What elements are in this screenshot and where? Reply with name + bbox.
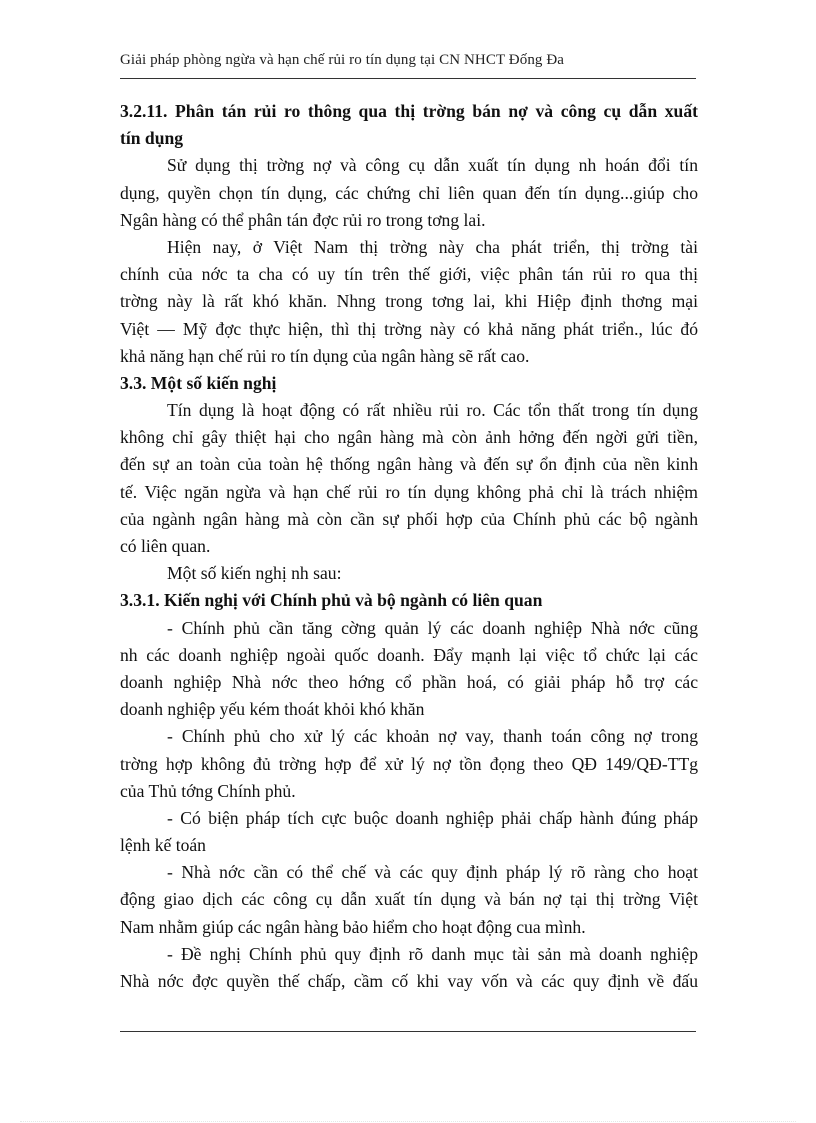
section-heading-line: tín dụng (120, 128, 184, 149)
paragraph-line: khả năng hạn chế rủi ro tín dụng của ngân hàng sẽ rất cao. (120, 345, 530, 366)
paragraph-line: doanh nghiệp Nhà nớc theo hớng cổ phần hoá, có giải pháp hỗ trợ các (120, 671, 698, 692)
section-heading-line: 3.3.1. Kiến nghị với Chính phủ và bộ ngành có liên quan (120, 590, 543, 611)
paragraph-line: - Có biện pháp tích cực buộc doanh nghiệp phải chấp hành đúng pháp (167, 807, 698, 828)
paragraph-line: đến sự an toàn của toàn hệ thống ngân hàng và đến sự ổn định của nền kinh (120, 454, 698, 475)
paragraph-line: - Nhà nớc cần có thể chế và các quy định pháp lý rõ ràng cho hoạt (167, 862, 698, 883)
paragraph-line: Nam nhằm giúp các ngân hàng bảo hiểm cho hoạt động cua mình. (120, 916, 586, 937)
paragraph-line: - Chính phủ cho xử lý các khoản nợ vay, thanh toán công nợ trong (167, 726, 698, 747)
paragraph-line: lệnh kế toán (120, 835, 206, 856)
paragraph-line: của ngành ngân hàng mà còn cần sự phối hợp của Chính phủ các bộ ngành (120, 508, 698, 529)
paragraph-line: - Chính phủ cần tăng cờng quản lý các doanh nghiệp Nhà nớc cũng (167, 617, 698, 638)
paragraph-line: động giao dịch các công cụ dẫn xuất tín dụng và bán nợ tại thị trờng Việt (120, 889, 698, 910)
running-header: Giải pháp phòng ngừa và hạn chế rủi ro tín dụng tại CN NHCT Đống Đa (120, 52, 565, 68)
paragraph-line: dụng, quyền chọn tín dụng, các chứng chỉ liên quan đến tín dụng...giúp cho (120, 182, 698, 203)
footer-rule (120, 1031, 696, 1032)
paragraph-line: Một số kiến nghị nh sau: (167, 563, 342, 584)
paragraph-line: của Thủ tớng Chính phủ. (120, 780, 296, 801)
document-body (120, 98, 698, 995)
paragraph-line: Nhà nớc đợc quyền thế chấp, cầm cố khi vay vốn và các quy định về đấu (120, 971, 698, 991)
paragraph-line: - Đề nghị Chính phủ quy định rõ danh mục tài sản mà doanh nghiệp (167, 943, 698, 964)
paragraph-line: không chỉ gây thiệt hại cho ngân hàng mà còn ảnh hởng đến ngời gửi tiền, (120, 427, 698, 448)
header-rule (120, 78, 696, 79)
section-heading-line: 3.3. Một số kiến nghị (120, 372, 277, 393)
paragraph-line: chính của nớc ta cha có uy tín trên thế giới, việc phân tán rủi ro qua thị (120, 264, 698, 285)
paragraph-line: trờng này là rất khó khăn. Nhng trong tơng lai, khi Hiệp định thơng mại (120, 291, 698, 312)
paragraph-line: Tín dụng là hoạt động có rất nhiều rủi ro. Các tổn thất trong tín dụng (167, 400, 698, 421)
section-heading-line: 3.2.11. Phân tán rủi ro thông qua thị trờng bán nợ và công cụ dẫn xuất (120, 101, 698, 121)
paragraph-line: trờng hợp không đủ trờng hợp để xử lý nợ tồn đọng theo QĐ 149/QĐ-TTg (120, 753, 698, 774)
paragraph-line: Sử dụng thị trờng nợ và công cụ dẫn xuất tín dụng nh hoán đổi tín (167, 155, 698, 176)
page-edge-dotted-line (20, 1121, 796, 1122)
paragraph-line: Việt — Mỹ đợc thực hiện, thì thị trờng này có khả năng phát triển., lúc đó (120, 318, 698, 339)
paragraph-line: doanh nghiệp yếu kém thoát khỏi khó khăn (120, 699, 425, 720)
paragraph-line: Ngân hàng có thể phân tán đợc rủi ro trong tơng lai. (120, 209, 486, 230)
paragraph-line: Hiện nay, ở Việt Nam thị trờng này cha phát triển, thị trờng tài (167, 236, 698, 257)
paragraph-line: nh các doanh nghiệp ngoài quốc doanh. Đẩy mạnh lại việc tổ chức lại các (120, 644, 698, 665)
paragraph-line: tế. Việc ngăn ngừa và hạn chế rủi ro tín dụng không phả chỉ là trách nhiệm (120, 481, 698, 502)
paragraph-line: có liên quan. (120, 536, 211, 556)
